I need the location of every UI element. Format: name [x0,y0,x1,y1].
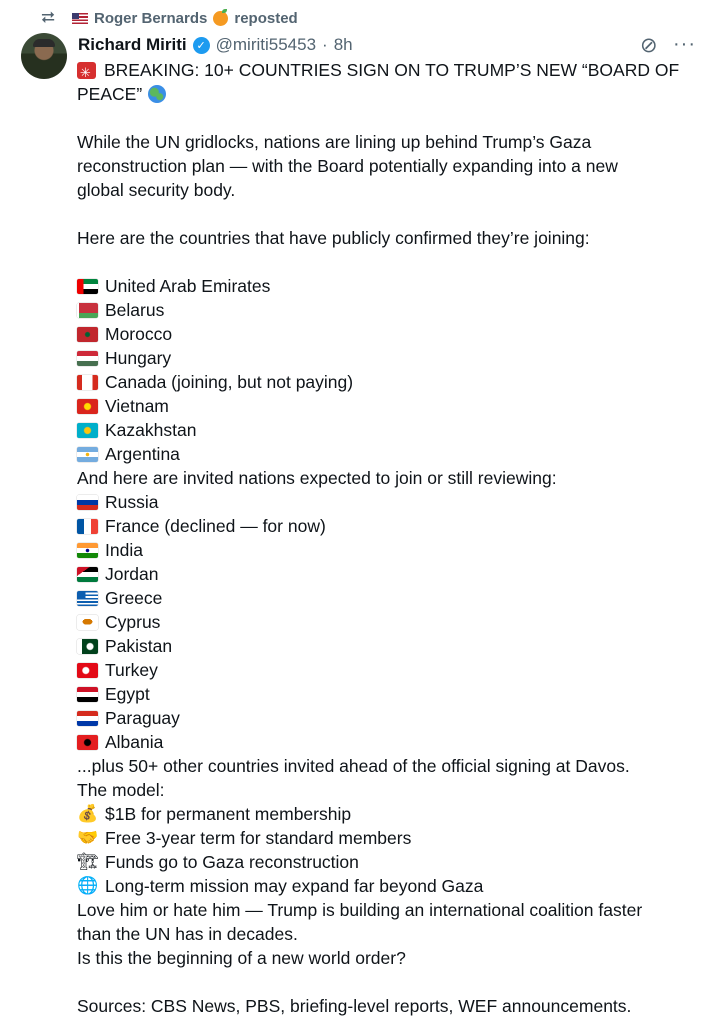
pakistan-flag-icon [77,639,98,654]
country-item [77,394,697,418]
country-label: Cyprus [105,612,161,632]
country-label: France (declined — for now) [105,516,326,536]
country-label: Paraguay [105,708,180,728]
hungary-flag-icon [77,351,98,366]
model-emoji-icon: 🌐 [77,876,99,895]
closing-line: Is this the beginning of a new world order? [77,948,406,968]
kazakhstan-flag-icon [77,423,98,438]
country-item [77,514,697,538]
belarus-flag-icon [77,303,98,318]
country-item [77,490,697,514]
country-label: Egypt [105,684,150,704]
country-label: Pakistan [105,636,173,656]
france-flag-icon [77,519,98,534]
separator: · [322,35,328,54]
model-label: Free 3-year term for standard members [105,828,412,848]
country-item [77,442,697,466]
intro-line: reconstruction plan — with the Board potentially expanding into a new [77,156,618,176]
repost-user[interactable]: Roger Bernards [94,9,208,27]
country-label: Vietnam [105,396,169,416]
author-handle[interactable]: @miriti55453 [215,35,317,54]
sources-line: Sources: CBS News, PBS, briefing-level reports, WEF announcements. [77,996,632,1016]
model-emoji-icon: 🤝 [77,828,99,847]
invited-country-list [77,490,697,754]
country-item [77,610,697,634]
confirmed-intro: Here are the countries that have publicly confirmed they’re joining: [77,228,590,248]
country-label: Greece [105,588,163,608]
country-item [77,298,697,322]
model-item [77,802,697,826]
country-item [77,730,697,754]
country-label: Canada (joining, but not paying) [105,372,354,392]
country-label: Hungary [105,348,172,368]
country-label: Albania [105,732,164,752]
argentina-flag-icon [77,447,98,462]
us-flag-icon [72,13,88,24]
verified-badge-icon[interactable]: ✓ [193,37,210,54]
grok-icon[interactable]: ⊘ [640,34,658,57]
model-item [77,826,697,850]
post-time[interactable]: 8h [333,35,353,54]
country-label: India [105,540,143,560]
country-item [77,346,697,370]
country-item [77,682,697,706]
model-label: Funds go to Gaza reconstruction [105,852,359,872]
model-label: $1B for permanent membership [105,804,352,824]
country-label: Jordan [105,564,159,584]
globe-icon [148,85,166,103]
model-label: Long-term mission may expand far beyond Gaza [105,876,484,896]
country-item [77,274,697,298]
turkey-flag-icon [77,663,98,678]
albania-flag-icon [77,735,98,750]
plus-line: ...plus 50+ other countries invited ahead of the official signing at Davos. [77,756,630,776]
country-item [77,562,697,586]
paraguay-flag-icon [77,711,98,726]
country-item [77,370,697,394]
retweet-icon: ⮂ [41,8,55,27]
country-item [77,322,697,346]
country-label: Argentina [105,444,180,464]
country-label: Kazakhstan [105,420,197,440]
greece-flag-icon [77,591,98,606]
country-item [77,658,697,682]
uae-flag-icon [77,279,98,294]
repost-indicator[interactable] [30,6,298,30]
post-header [78,32,353,58]
closing-line: than the UN has in decades. [77,924,298,944]
model-item [77,850,697,874]
headline-line [77,58,697,82]
post-body [77,58,697,1018]
country-item [77,706,697,730]
country-item [77,634,697,658]
morocco-flag-icon [77,327,98,342]
avatar[interactable] [21,33,67,79]
country-label: Turkey [105,660,158,680]
country-item [77,538,697,562]
country-label: United Arab Emirates [105,276,271,296]
confirmed-country-list [77,274,697,466]
canada-flag-icon [77,375,98,390]
headline-text: BREAKING: 10+ COUNTRIES SIGN ON TO TRUMP’S NEW “BOARD OF [104,60,680,80]
model-title: The model: [77,780,165,800]
invited-intro: And here are invited nations expected to join or still reviewing: [77,468,557,488]
country-label: Morocco [105,324,173,344]
egypt-flag-icon [77,687,98,702]
model-list [77,802,697,898]
headline-text-2: PEACE” [77,84,143,104]
intro-line: While the UN gridlocks, nations are lining up behind Trump’s Gaza [77,132,592,152]
country-label: Belarus [105,300,165,320]
russia-flag-icon [77,495,98,510]
headline-line-2 [77,82,697,106]
vietnam-flag-icon [77,399,98,414]
siren-icon [77,62,96,79]
more-options-icon[interactable]: ··· [673,33,696,55]
model-emoji-icon: 🏗 [77,852,99,871]
country-item [77,586,697,610]
closing-line: Love him or hate him — Trump is building an international coalition faster [77,900,643,920]
country-label: Russia [105,492,159,512]
jordan-flag-icon [77,567,98,582]
cyprus-flag-icon [77,615,98,630]
india-flag-icon [77,543,98,558]
country-item [77,418,697,442]
model-emoji-icon: 💰 [77,804,99,823]
author-name[interactable]: Richard Miriti [78,35,187,54]
model-item [77,874,697,898]
repost-label: reposted [234,9,298,27]
intro-line: global security body. [77,180,236,200]
orange-emoji-icon [213,11,228,26]
